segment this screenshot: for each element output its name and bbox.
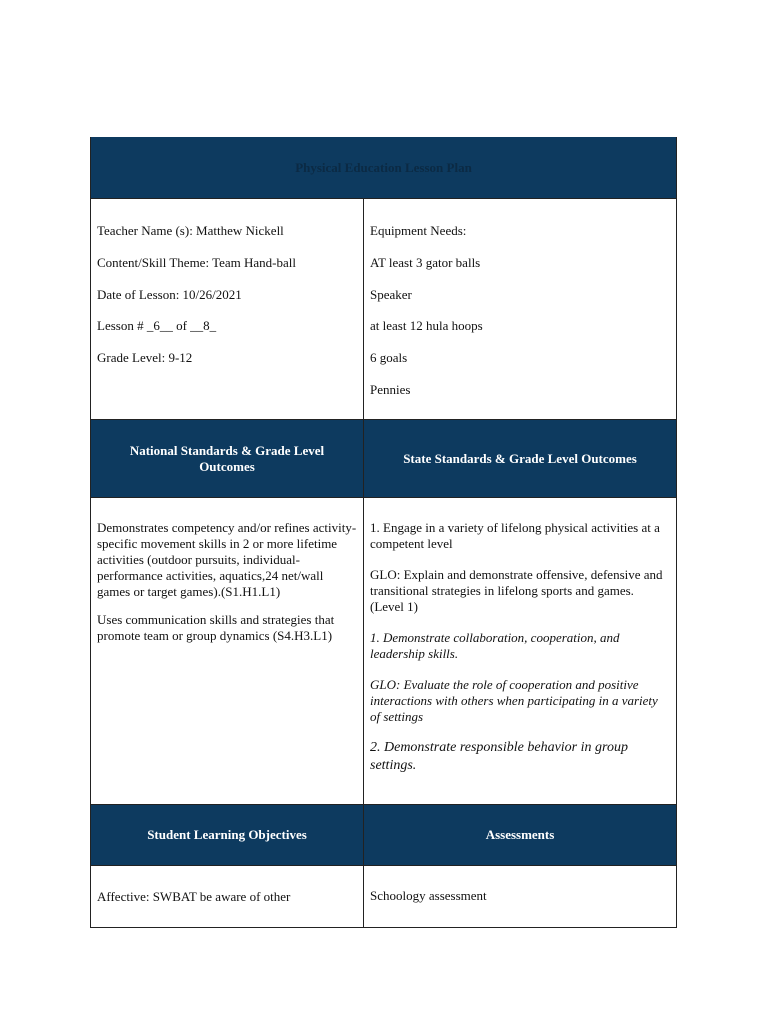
teacher-name: Teacher Name (s): Matthew Nickell xyxy=(97,223,284,238)
equipment-item: Speaker xyxy=(370,287,412,302)
lesson-plan-table xyxy=(90,137,677,928)
assessment-item: Schoology assessment xyxy=(370,888,487,903)
national-standard-1: Demonstrates competency and/or refines activity-specific movement skills in 2 or more lifetime activities (outdoor pursuits, individual-performance activities, aquatics,24 net/wall games or target games).(S1.H1.L1) xyxy=(97,520,357,599)
state-standard-3: 2. Demonstrate responsible behavior in group settings. xyxy=(370,740,628,773)
lesson-date: Date of Lesson: 10/26/2021 xyxy=(97,287,242,302)
state-standards-header xyxy=(364,419,676,497)
objectives-header xyxy=(91,804,364,865)
equipment-item: at least 12 hula hoops xyxy=(370,318,483,333)
objectives-cell xyxy=(91,865,364,928)
objectives-header-text: Student Learning Objectives xyxy=(147,827,307,842)
equipment-item: AT least 3 gator balls xyxy=(370,255,481,270)
assessments-header-text: Assessments xyxy=(485,827,555,842)
equipment-item: 6 goals xyxy=(370,350,408,365)
state-glo-2: GLO: Evaluate the role of cooperation and positive interactions with others when participating in a variety of settings xyxy=(370,677,658,724)
national-standards-cell xyxy=(91,497,364,804)
national-standard-2: Uses communication skills and strategies that promote team or group dynamics (S4.H3.L1) xyxy=(97,612,335,643)
lesson-plan-title: Physical Education Lesson Plan xyxy=(91,137,676,198)
equipment-heading: Equipment Needs: xyxy=(370,223,467,238)
assessments-header xyxy=(364,804,676,865)
affective-objective: Affective: SWBAT be aware of other xyxy=(97,889,291,904)
national-standards-header-text: National Standards & Grade Level Outcomes xyxy=(129,442,325,474)
content-skill-theme: Content/Skill Theme: Team Hand-ball xyxy=(97,255,296,270)
standards-header-row xyxy=(91,419,676,497)
state-standard-2: 1. Demonstrate collaboration, cooperation, and leadership skills. xyxy=(370,630,620,661)
state-standards-header-text: State Standards & Grade Level Outcomes xyxy=(403,450,637,466)
state-standard-1: 1. Engage in a variety of lifelong physical activities at a competent level xyxy=(370,520,660,551)
state-standards-cell xyxy=(364,497,676,804)
grade-level: Grade Level: 9-12 xyxy=(97,350,193,365)
state-glo-1: GLO: Explain and demonstrate offensive, defensive and transitional strategies in lifelong sports and games. (Level 1) xyxy=(370,567,663,614)
equipment-cell xyxy=(364,198,676,419)
assessments-cell xyxy=(364,865,676,928)
national-standards-header xyxy=(91,419,364,497)
teacher-info-cell xyxy=(91,198,364,419)
info-row xyxy=(91,198,676,419)
objectives-header-row xyxy=(91,804,676,865)
standards-content-row xyxy=(91,497,676,804)
objectives-content-row xyxy=(91,865,676,928)
equipment-item: Pennies xyxy=(370,382,411,397)
title-row xyxy=(91,137,676,198)
lesson-number: Lesson # _6__ of __8_ xyxy=(97,318,217,333)
